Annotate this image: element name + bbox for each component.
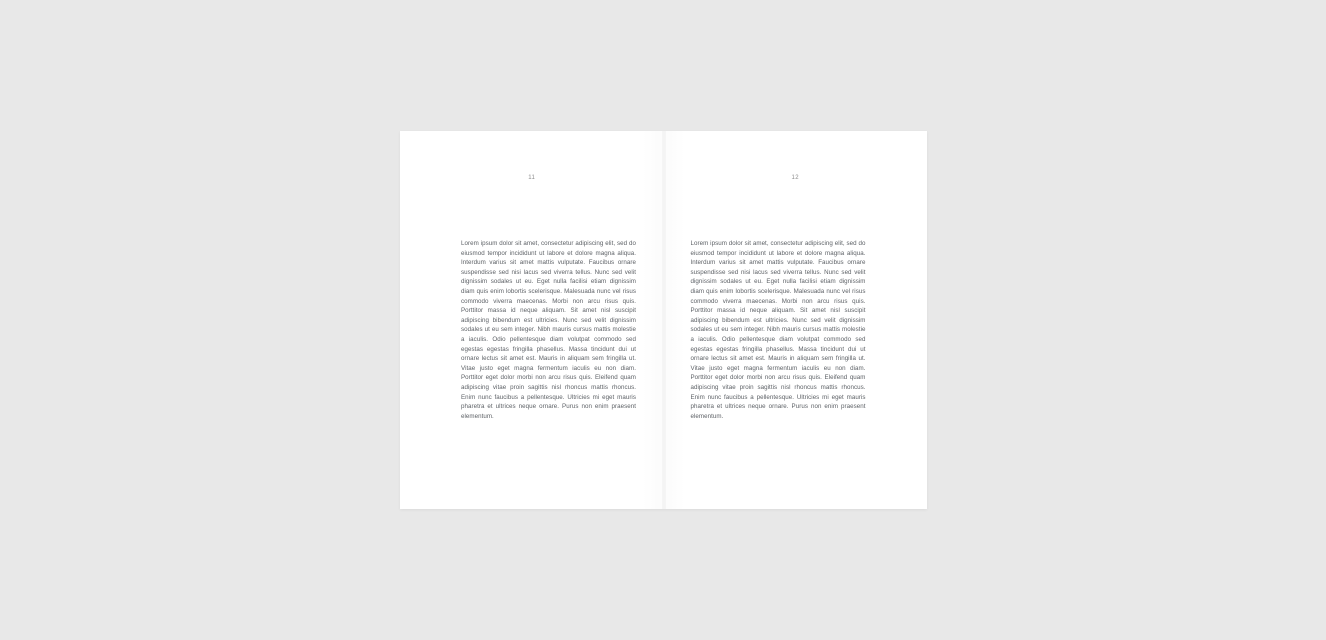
page-number-left: 11: [528, 175, 536, 181]
body-text-left: Lorem ipsum dolor sit amet, consectetur adipiscing elit, sed do eiusmod tempor incididunt ut labore et dolore magna aliqua. Interdum varius sit amet mattis vulputate. Faucibus ornare suspendisse sed nisi lacus sed viverra tellus. Nunc sed velit dignissim sodales ut eu. Eget nulla facilisi etiam dignissim diam quis enim lobortis scelerisque. Malesuada nunc vel risus commodo viverra maecenas. Morbi non arcu risus quis. Porttitor massa id neque aliquam. Sit amet nisl suscipit adipiscing bibendum est ultricies. Nunc sed velit dignissim sodales ut eu sem integer. Nibh mauris cursus mattis molestie a iaculis. Odio pellentesque diam volutpat commodo sed egestas egestas fringilla phasellus. Massa tincidunt dui ut ornare lectus sit amet est. Mauris in aliquam sem fringilla ut. Vitae justo eget magna fermentum iaculis eu non diam. Porttitor eget dolor morbi non arcu risus quis. Eleifend quam adipiscing vitae proin sagittis nisl rhoncus mattis rhoncus. Enim nunc faucibus a pellentesque. Ultricies mi eget mauris pharetra et ultrices neque ornare. Purus non enim praesent elementum.: [461, 240, 636, 420]
body-text-right: Lorem ipsum dolor sit amet, consectetur adipiscing elit, sed do eiusmod tempor incididunt ut labore et dolore magna aliqua. Interdum varius sit amet mattis vulputate. Faucibus ornare suspendisse sed nisi lacus sed viverra tellus. Nunc sed velit dignissim sodales ut eu. Eget nulla facilisi etiam dignissim diam quis enim lobortis scelerisque. Malesuada nunc vel risus commodo viverra maecenas. Morbi non arcu risus quis. Porttitor massa id neque aliquam. Sit amet nisl suscipit adipiscing bibendum est ultricies. Nunc sed velit dignissim sodales ut eu sem integer. Nibh mauris cursus mattis molestie a iaculis. Odio pellentesque diam volutpat commodo sed egestas egestas fringilla phasellus. Massa tincidunt dui ut ornare lectus sit amet est. Mauris in aliquam sem fringilla ut. Vitae justo eget magna fermentum iaculis eu non diam. Porttitor eget dolor morbi non arcu risus quis. Eleifend quam adipiscing vitae proin sagittis nisl rhoncus mattis rhoncus. Enim nunc faucibus a pellentesque. Ultricies mi eget mauris pharetra et ultrices neque ornare. Purus non enim praesent elementum.: [690, 240, 866, 420]
page-left: [400, 131, 664, 509]
page-number-right: 12: [791, 175, 799, 181]
page-right: [664, 131, 928, 509]
book-spread: [400, 131, 927, 509]
